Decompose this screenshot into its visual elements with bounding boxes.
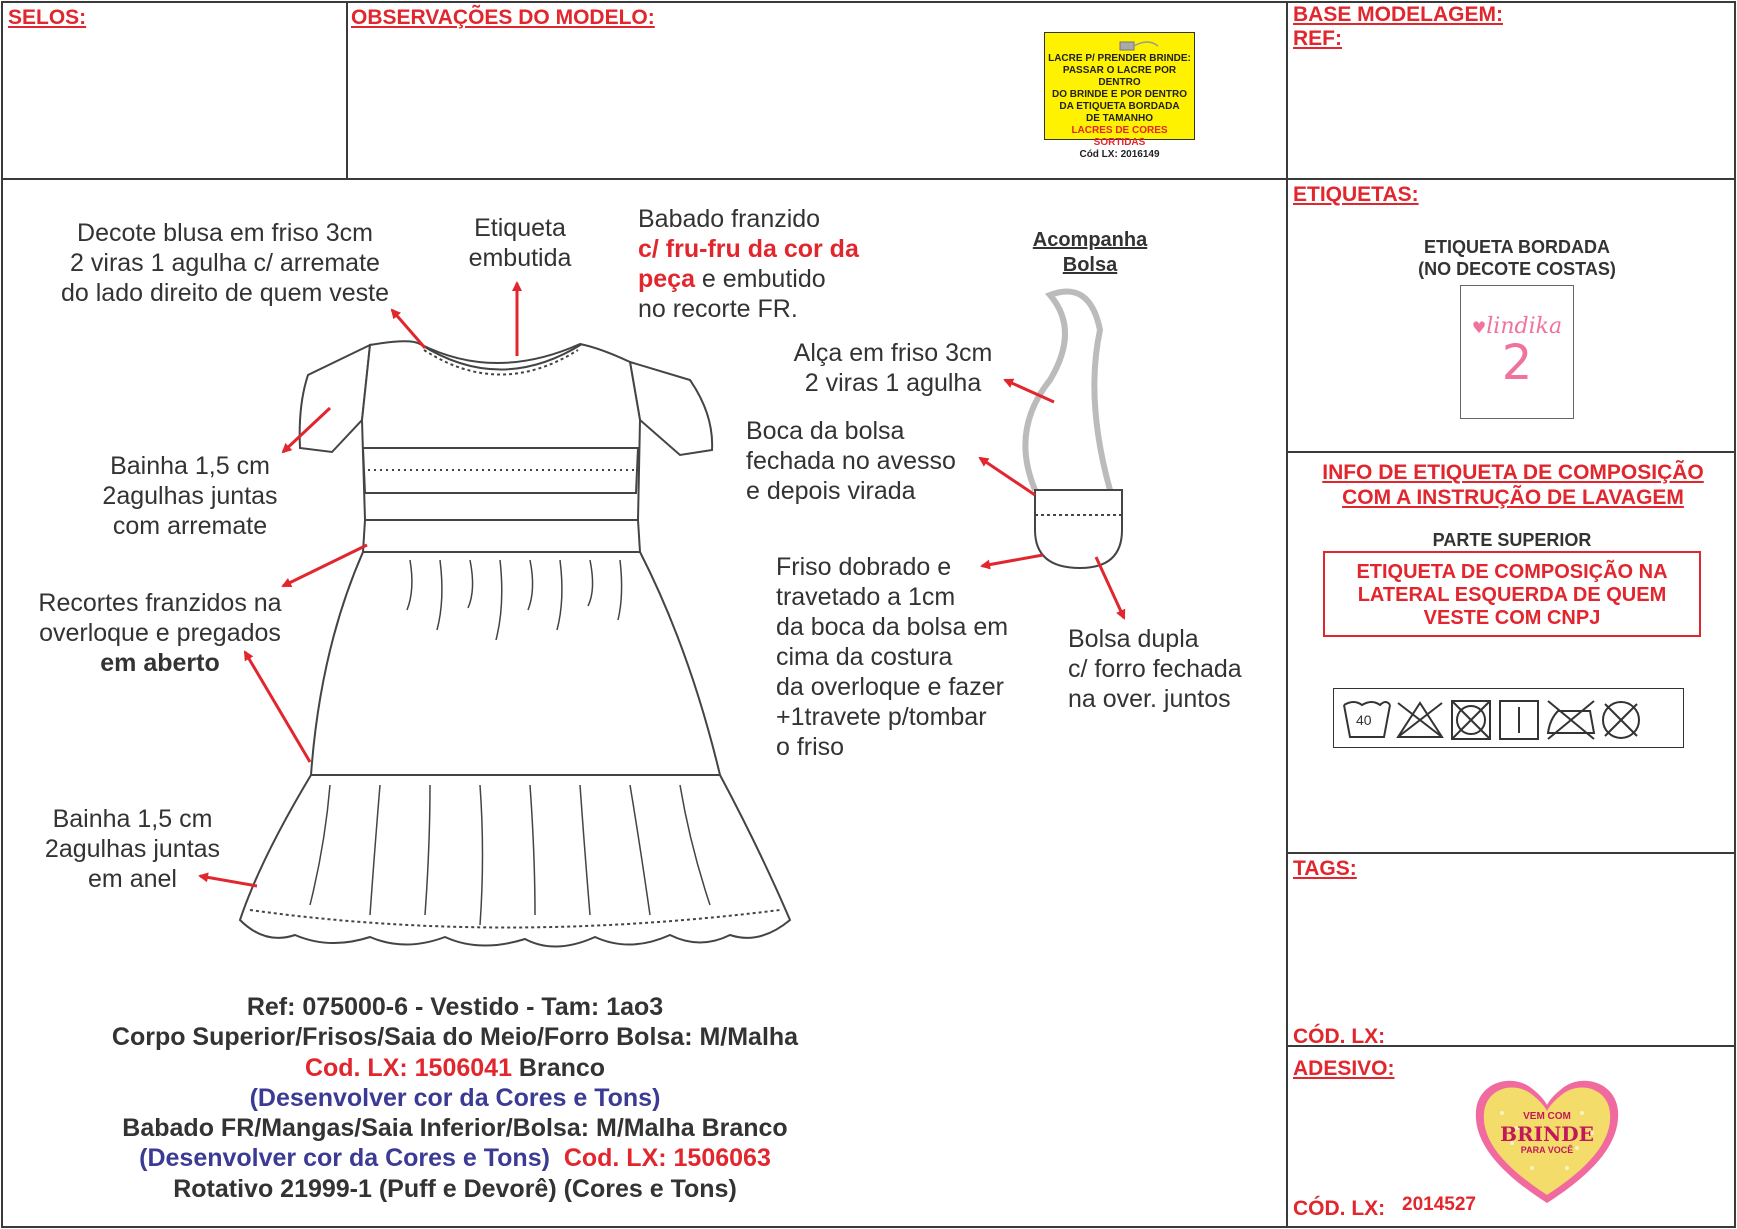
seal-tag-line: DE TAMANHO bbox=[1085, 113, 1154, 124]
note-boca-bolsa bbox=[746, 416, 956, 506]
note-line: 2 viras 1 agulha bbox=[804, 369, 982, 397]
dress-drawing bbox=[240, 341, 790, 946]
note-line: com arremate bbox=[112, 512, 268, 540]
brinde-sticker bbox=[1472, 1073, 1622, 1208]
no-dry-clean-icon bbox=[1603, 702, 1639, 738]
note-line: Bolsa dupla bbox=[1068, 625, 1199, 653]
product-cod1-color: Branco bbox=[511, 1053, 606, 1082]
product-desenvolver2: (Desenvolver cor da Cores e Tons) bbox=[139, 1144, 550, 1173]
title-line: COM A INSTRUÇÃO DE LAVAGEM bbox=[1342, 486, 1684, 509]
etiquetas-title: ETIQUETAS: bbox=[1293, 183, 1419, 206]
note-line: c/ forro fechada bbox=[1068, 655, 1242, 683]
cod-lx-title: CÓD. LX: bbox=[1293, 1025, 1386, 1048]
line-dry-icon bbox=[1500, 701, 1538, 739]
product-babado: Babado FR/Mangas/Saia Inferior/Bolsa: M/Malha Branco bbox=[122, 1114, 788, 1143]
note-line: Alça em friso 3cm bbox=[793, 339, 993, 367]
care-symbols-svg bbox=[1334, 689, 1685, 749]
wash-40-icon bbox=[1344, 702, 1390, 737]
seal-tag-line-red: LACRES DE CORES SORTIDAS bbox=[1071, 125, 1168, 148]
composition-box bbox=[1323, 551, 1701, 637]
note-line: cima da costura bbox=[776, 643, 953, 671]
adesivo-title: ADESIVO: bbox=[1293, 1057, 1395, 1080]
note-bolsa-dupla bbox=[1068, 624, 1242, 714]
note-line-red: peça bbox=[638, 265, 695, 293]
box-line: ETIQUETA DE COMPOSIÇÃO NA bbox=[1356, 561, 1668, 583]
note-line: o friso bbox=[776, 733, 845, 761]
label-line: (NO DECOTE COSTAS) bbox=[1418, 259, 1616, 279]
seal-tag-line: PASSAR O LACRE POR DENTRO bbox=[1062, 65, 1177, 88]
note-line: Babado franzido bbox=[638, 205, 821, 233]
parte-superior-label: PARTE SUPERIOR bbox=[1432, 530, 1592, 550]
note-line: Boca da bolsa bbox=[746, 417, 905, 445]
note-line: da boca da bolsa em bbox=[776, 613, 1009, 641]
seal-tag-line: DO BRINDE E POR DENTRO bbox=[1051, 89, 1187, 100]
product-rotativo: Rotativo 21999-1 (Puff e Devorê) (Cores e Tons) bbox=[173, 1174, 737, 1203]
product-cod2: Cod. LX: 1506063 bbox=[549, 1144, 771, 1173]
no-bleach-icon bbox=[1398, 703, 1442, 737]
divider-right-vertical bbox=[1286, 1, 1288, 1228]
note-line: embutida bbox=[468, 244, 572, 272]
note-line: 2agulhas juntas bbox=[102, 482, 278, 510]
brand-size: 2 bbox=[1501, 335, 1533, 391]
arrow-bolsa-dupla bbox=[1096, 557, 1124, 618]
selos-title: SELOS: bbox=[8, 6, 87, 29]
note-line: overloque e pregados bbox=[39, 619, 281, 647]
embroidered-label bbox=[1460, 285, 1574, 419]
note-line: da overloque e fazer bbox=[776, 673, 1004, 701]
bag-drawing bbox=[1025, 292, 1122, 568]
note-line: fechada no avesso bbox=[746, 447, 956, 475]
etiqueta-bordada-label bbox=[1382, 236, 1652, 280]
note-recortes bbox=[20, 588, 300, 678]
note-line: no recorte FR. bbox=[638, 295, 798, 323]
note-line: Bainha 1,5 cm bbox=[52, 805, 213, 833]
product-cod1: Cod. LX: 1506041 bbox=[304, 1053, 512, 1082]
product-corpo: Corpo Superior/Frisos/Saia do Meio/Forro Bolsa: M/Malha bbox=[111, 1023, 799, 1052]
note-babado bbox=[638, 204, 859, 324]
note-line: +1travete p/tombar bbox=[776, 703, 987, 731]
seal-tag-line: LACRE P/ PRENDER BRINDE: bbox=[1048, 53, 1191, 64]
note-acompanha-bolsa bbox=[1010, 228, 1170, 278]
base-modelagem-title: BASE MODELAGEM: bbox=[1293, 3, 1503, 26]
note-line: na over. juntos bbox=[1068, 685, 1231, 713]
note-line: em anel bbox=[88, 865, 177, 893]
note-line: travetado a 1cm bbox=[776, 583, 956, 611]
seal-tag-code: Cód LX: 2016149 bbox=[1079, 149, 1160, 160]
note-friso-dobrado bbox=[776, 552, 1008, 762]
note-line: Etiqueta bbox=[474, 214, 566, 242]
wash-temp-text: 40 bbox=[1356, 712, 1372, 728]
note-line-red: c/ fru-fru da cor da bbox=[638, 235, 859, 263]
note-line: e depois virada bbox=[746, 477, 916, 505]
note-line: e embutido bbox=[694, 265, 826, 293]
note-line: do lado direito de quem veste bbox=[61, 279, 389, 307]
info-etiqueta-title bbox=[1290, 460, 1736, 510]
adesivo-cod-label: CÓD. LX: bbox=[1293, 1197, 1386, 1220]
note-line: 2agulhas juntas bbox=[44, 835, 221, 863]
adesivo-cod-value: 2014527 bbox=[1402, 1194, 1476, 1215]
note-line: 2 viras 1 agulha c/ arremate bbox=[70, 249, 380, 277]
product-desenvolver1: (Desenvolver cor da Cores e Tons) bbox=[249, 1083, 661, 1112]
sticker-line: VEM COM bbox=[1523, 1111, 1571, 1122]
note-alca bbox=[778, 338, 1008, 398]
ref-title: REF: bbox=[1293, 27, 1342, 50]
note-line: Decote blusa em friso 3cm bbox=[77, 219, 373, 247]
no-tumble-dry-icon bbox=[1452, 701, 1490, 739]
divider-right-2 bbox=[1287, 852, 1736, 854]
no-iron-icon bbox=[1548, 701, 1594, 739]
note-line: Bainha 1,5 cm bbox=[110, 452, 270, 480]
note-line-bold: em aberto bbox=[100, 649, 220, 677]
product-spec bbox=[110, 992, 800, 1204]
note-bainha-saia bbox=[20, 804, 245, 894]
title-line: INFO DE ETIQUETA DE COMPOSIÇÃO bbox=[1322, 461, 1704, 484]
box-line: LATERAL ESQUERDA DE QUEM bbox=[1357, 584, 1667, 606]
observacoes-title: OBSERVAÇÕES DO MODELO: bbox=[351, 6, 655, 29]
note-decote bbox=[38, 218, 412, 308]
note-line: Bolsa bbox=[1062, 254, 1118, 276]
sticker-line: PARA VOCÊ bbox=[1520, 1145, 1574, 1155]
label-line: ETIQUETA BORDADA bbox=[1424, 237, 1610, 257]
note-line: Friso dobrado e bbox=[776, 553, 952, 581]
sticker-line-big: BRINDE bbox=[1500, 1122, 1594, 1146]
product-ref: Ref: 075000-6 - Vestido - Tam: 1ao3 bbox=[246, 993, 664, 1021]
box-line: VESTE COM CNPJ bbox=[1423, 607, 1601, 629]
note-line: Recortes franzidos na bbox=[38, 589, 282, 617]
tags-title: TAGS: bbox=[1293, 857, 1357, 880]
seal-tag-line: DA ETIQUETA BORDADA bbox=[1059, 101, 1180, 112]
note-line: Acompanha bbox=[1032, 229, 1148, 251]
care-symbols bbox=[1333, 688, 1684, 748]
sticker-text bbox=[1492, 1111, 1602, 1156]
heart-icon: ♥ bbox=[1471, 318, 1487, 337]
note-etiqueta-embutida bbox=[440, 213, 600, 273]
divider-right-1 bbox=[1287, 451, 1736, 453]
note-bainha-manga bbox=[70, 451, 310, 541]
brand-logo-text: lindika bbox=[1486, 314, 1563, 339]
